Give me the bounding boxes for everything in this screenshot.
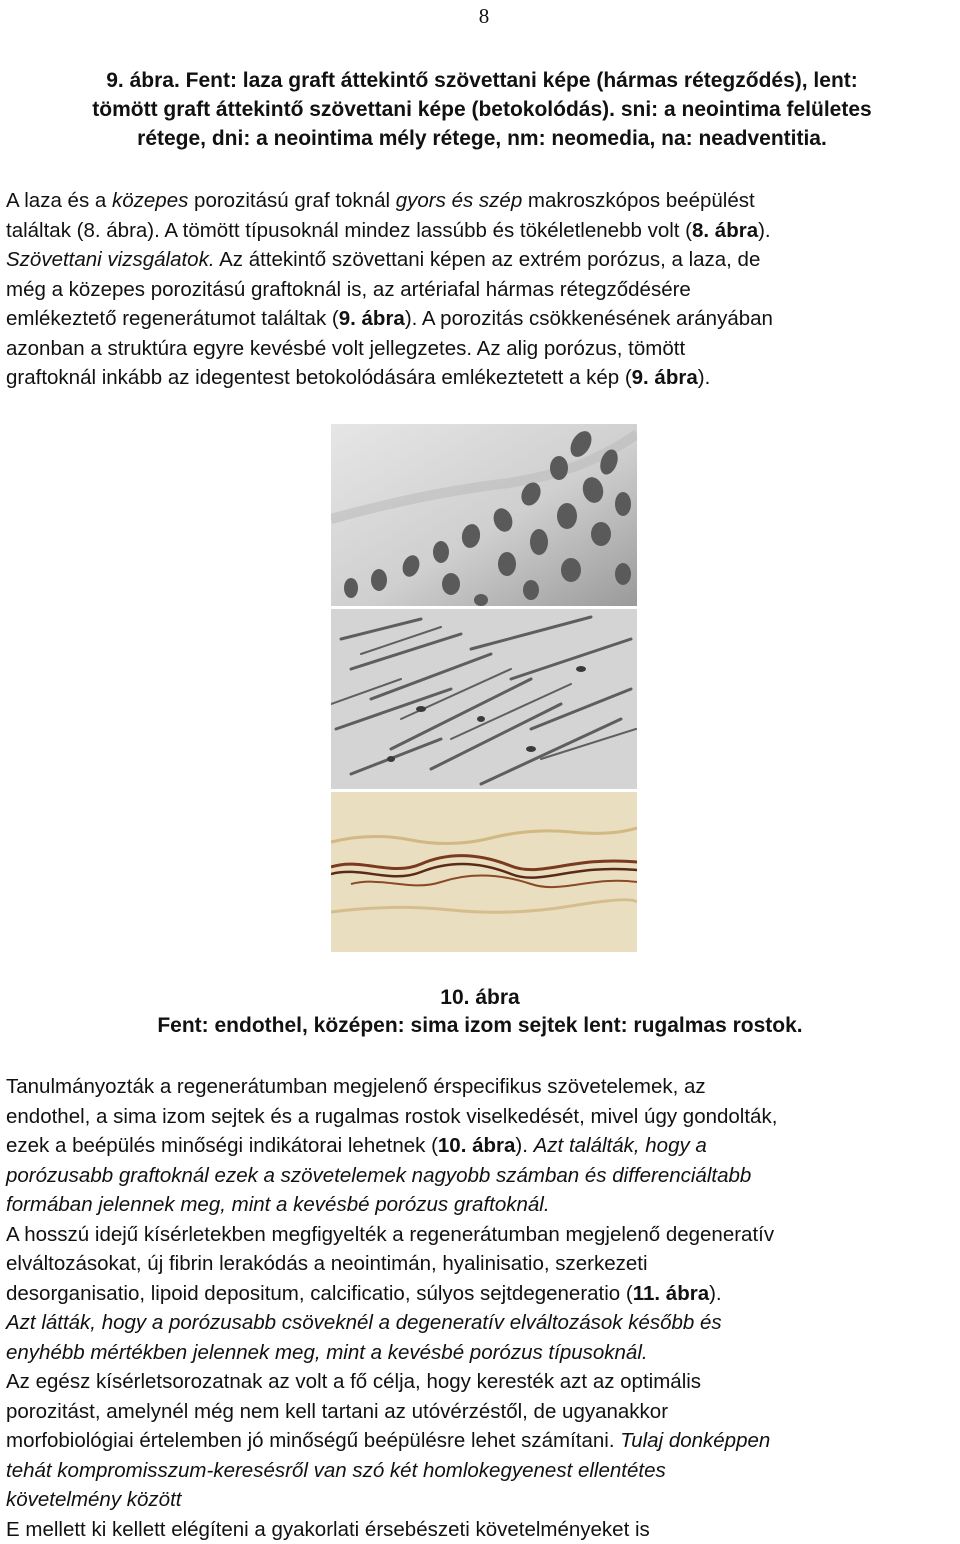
paragraph-tissue-elements [6,1072,956,1544]
text-line: enyhébb mértékben jelennek meg, mint a kevésbé porózus típusoknál. [6,1338,956,1368]
figure-10-number: 10. ábra [0,984,960,1012]
text-line: desorganisatio, lipoid depositum, calcificatio, súlyos sejtdegeneratio (11. ábra). [6,1279,956,1309]
figure-9-caption-line: 9. ábra. Fent: laza graft áttekintő szövettani képe (hármas rétegződés), lent: [10,66,954,95]
text-line: ezek a beépülés minőségi indikátorai lehetnek (10. ábra). Azt találták, hogy a [6,1131,956,1161]
figure-9-caption-line: tömött graft áttekintő szövettani képe (betokolódás). sni: a neointima felületes [10,95,954,124]
text-line: emlékeztető regenerátumot találtak (9. ábra). A porozitás csökkenésének arányában [6,304,956,334]
figure-10-caption-text: Fent: endothel, középen: sima izom sejtek lent: rugalmas rostok. [0,1012,960,1040]
text-line: követelmény között [6,1485,956,1515]
endothel-micrograph [331,424,637,606]
text-line: endothel, a sima izom sejtek és a rugalmas rostok viselkedését, mivel úgy gondolták, [6,1102,956,1132]
figure-9-caption-line: rétege, dni: a neointima mély rétege, nm: neomedia, na: neadventitia. [10,124,954,153]
text-line: morfobiológiai értelemben jó minőségű beépülésre lehet számítani. Tulaj donképpen [6,1426,956,1456]
paragraph-graft-integration [6,186,956,393]
text-line: Tanulmányozták a regenerátumban megjelenő érspecifikus szövetelemek, az [6,1072,956,1102]
text-line: E mellett ki kellett elégíteni a gyakorlati érsebészeti követelményeket is [6,1515,956,1544]
text-line: formában jelennek meg, mint a kevésbé porózus graftoknál. [6,1190,956,1220]
page-number: 8 [0,4,960,29]
text-line: Az egész kísérletsorozatnak az volt a fő célja, hogy keresték azt az optimális [6,1367,956,1397]
figure-10-caption [0,984,960,1040]
text-line: még a közepes porozitású graftoknál is, az artériafal hármas rétegződésére [6,275,956,305]
text-line: elváltozásokat, új fibrin lerakódás a neointimán, hyalinisatio, szerkezeti [6,1249,956,1279]
text-line: azonban a struktúra egyre kevésbé volt jellegzetes. Az alig porózus, tömött [6,334,956,364]
text-line: Azt látták, hogy a porózusabb csöveknél a degeneratív elváltozások később és [6,1308,956,1338]
figure-9-caption [10,66,954,153]
text-line: porózusabb graftoknál ezek a szövetelemek nagyobb számban és differenciáltabb [6,1161,956,1191]
text-line: A laza és a közepes porozitású graf toknál gyors és szép makroszkópos beépülést [6,186,956,216]
figure-10-histology-image [331,424,637,952]
text-line: találtak (8. ábra). A tömött típusoknál mindez lassúbb és tökéletlenebb volt (8. ábra). [6,216,956,246]
elastic-fibers-micrograph [331,792,637,952]
text-line: Szövettani vizsgálatok. Az áttekintő szövettani képen az extrém porózus, a laza, de [6,245,956,275]
text-line: porozitást, amelynél még nem kell tartani az utóvérzéstől, de ugyanakkor [6,1397,956,1427]
text-line: A hosszú idejű kísérletekben megfigyelték a regenerátumban megjelenő degeneratív [6,1220,956,1250]
text-line: tehát kompromisszum-keresésről van szó két homlokegyenest ellentétes [6,1456,956,1486]
smooth-muscle-micrograph [331,609,637,789]
text-line: graftoknál inkább az idegentest betokolódására emlékeztetett a kép (9. ábra). [6,363,956,393]
